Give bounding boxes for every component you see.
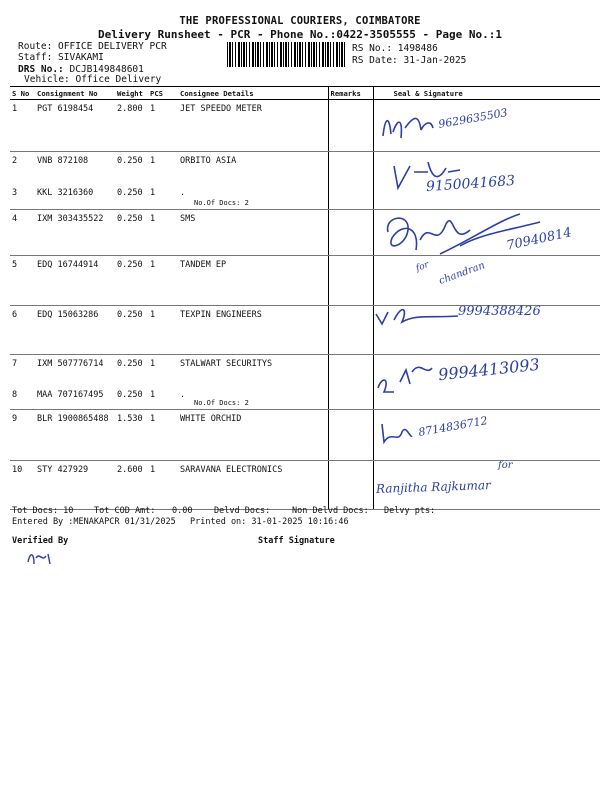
row-remarks (328, 461, 373, 510)
signature-row9-scribble (378, 420, 414, 446)
rs-date: RS Date: 31-Jan-2025 (352, 55, 467, 66)
col-seal: Seal & Signature (373, 87, 600, 100)
row-pcs: 1 (148, 100, 178, 152)
table-row (10, 386, 600, 410)
row-sno: 6 (10, 306, 35, 355)
row-remarks (328, 386, 373, 410)
verified-by-signature (24, 548, 54, 568)
row-wt: 2.800 (115, 100, 148, 152)
runsheet-title: Delivery Runsheet - PCR - Phone No.:0422-3505555 - Page No.:1 (98, 28, 502, 41)
row-sno: 3 (10, 184, 35, 210)
row-wt: 0.250 (115, 306, 148, 355)
row-wt: 0.250 (115, 184, 148, 210)
row-consignee: SARAVANA ELECTRONICS (178, 461, 328, 510)
staff-signature: Staff Signature (258, 536, 335, 546)
row-wt: 0.250 (117, 359, 143, 369)
signature-row1-phone: 9629635503 (437, 106, 509, 131)
consignee-dot: . (180, 187, 186, 198)
row-sno: 2 (12, 156, 18, 166)
docs-count: No.Of Docs: 2 (194, 399, 249, 407)
row-remarks (328, 256, 373, 306)
row-wt: 0.250 (115, 386, 148, 410)
row-cno: IXM 303435522 (35, 210, 115, 256)
row-sno: 7 (12, 359, 18, 369)
col-weight: Weight (115, 87, 148, 100)
row-consignee: SMS (178, 210, 328, 256)
signature-row2-phone: 9150041683 (425, 172, 516, 196)
signature-row4-phone: 70940814 (505, 225, 574, 254)
runsheet-table (10, 86, 600, 510)
col-remarks: Remarks (328, 87, 373, 100)
table-row (10, 410, 600, 461)
delivery-points: Delvy pts: (384, 506, 436, 516)
row-sno: 1 (10, 100, 35, 152)
signature-row10-for: for (498, 460, 513, 471)
row-sno: 10 (10, 461, 35, 510)
row-cno: STY 427929 (35, 461, 115, 510)
row-remarks (328, 210, 373, 256)
row-consignee: ORBITO ASIA (180, 156, 237, 166)
row-cno: EDQ 16744914 (35, 256, 115, 306)
signature-row6-phone: 9994388426 (458, 304, 541, 319)
row-wt: 0.250 (115, 256, 148, 306)
total-docs: Tot Docs: 10 (12, 506, 74, 516)
consignee-dot: . (180, 389, 186, 400)
row-cno: PGT 6198454 (35, 100, 115, 152)
row-wt: 0.250 (117, 156, 143, 166)
drs-value: DCJB149848601 (69, 64, 144, 75)
row-pcs: 1 (148, 256, 178, 306)
barcode (227, 42, 345, 67)
row-sno: 9 (10, 410, 35, 461)
signature-row4-for: for (414, 260, 431, 274)
col-sno: S No (10, 87, 35, 100)
row-remarks (328, 306, 373, 355)
row-cno: KKL 3216360 (35, 184, 115, 210)
row-pcs: 1 (150, 156, 156, 166)
row-remarks (328, 410, 373, 461)
row-cno: VNB 872108 (37, 156, 89, 166)
table-header-row (10, 87, 600, 100)
row-wt: 0.250 (115, 210, 148, 256)
route: Route: OFFICE DELIVERY PCR (18, 41, 167, 52)
row-cno: MAA 707167495 (35, 386, 115, 410)
row-consignee: STALWART SECURITYS (180, 359, 273, 369)
row-remarks (328, 152, 373, 184)
col-consignee: Consignee Details (178, 87, 328, 100)
total-cod-amount: 0.00 (172, 506, 193, 516)
row-pcs: 1 (148, 184, 178, 210)
row-cno: BLR 1900865488 (35, 410, 115, 461)
row-pcs: 1 (148, 306, 178, 355)
col-pcs: PCS (148, 87, 178, 100)
row-remarks (328, 355, 373, 386)
row-sno: 4 (10, 210, 35, 256)
signature-row1-scribble (375, 108, 435, 148)
company-title: THE PROFESSIONAL COURIERS, COIMBATORE (179, 15, 421, 27)
row-consignee (178, 386, 328, 410)
row-consignee (178, 184, 328, 210)
drs-label: DRS No.: (18, 64, 64, 75)
row-consignee: JET SPEEDO METER (178, 100, 328, 152)
signature-row7-phone: 9994413093 (437, 354, 541, 385)
row-sno: 5 (10, 256, 35, 306)
row-consignee: TEXPIN ENGINEERS (178, 306, 328, 355)
row-pcs: 1 (148, 210, 178, 256)
signature-row7-scribble (372, 362, 442, 398)
docs-count: No.Of Docs: 2 (194, 199, 249, 207)
row-consignee: TANDEM EP (178, 256, 328, 306)
signature-row6-scribble (372, 302, 462, 328)
row-pcs: 1 (148, 461, 178, 510)
rs-number: RS No.: 1498486 (352, 43, 438, 54)
non-delivered-docs: Non Delvd Docs: (292, 506, 369, 516)
signature-row9-phone: 8714836712 (417, 414, 489, 439)
vehicle: Vehicle: Office Delivery (24, 74, 162, 85)
total-cod-label: Tot COD Amt: (94, 506, 156, 516)
delivered-docs: Delvd Docs: (214, 506, 271, 516)
row-wt: 1.530 (115, 410, 148, 461)
row-remarks (328, 100, 373, 152)
table-row (10, 100, 600, 152)
row-pcs: 1 (150, 359, 156, 369)
signature-row4-name: chandran (437, 260, 487, 287)
row-wt: 2.600 (115, 461, 148, 510)
printed-on: Printed on: 31-01-2025 10:16:46 (190, 517, 349, 527)
row-consignee: WHITE ORCHID (178, 410, 328, 461)
entered-by: Entered By :MENAKAPCR 01/31/2025 (12, 517, 176, 527)
row-pcs: 1 (148, 410, 178, 461)
staff: Staff: SIVAKAMI (18, 52, 104, 63)
row-sno: 8 (10, 386, 35, 410)
verified-by: Verified By (12, 536, 69, 546)
row-remarks (328, 184, 373, 210)
row-pcs: 1 (148, 386, 178, 410)
row-cno: IXM 507776714 (37, 359, 104, 369)
row-cno: EDQ 15063286 (35, 306, 115, 355)
signature-row10-name: Ranjitha Rajkumar (375, 478, 491, 496)
col-consignment: Consignment No (35, 87, 115, 100)
